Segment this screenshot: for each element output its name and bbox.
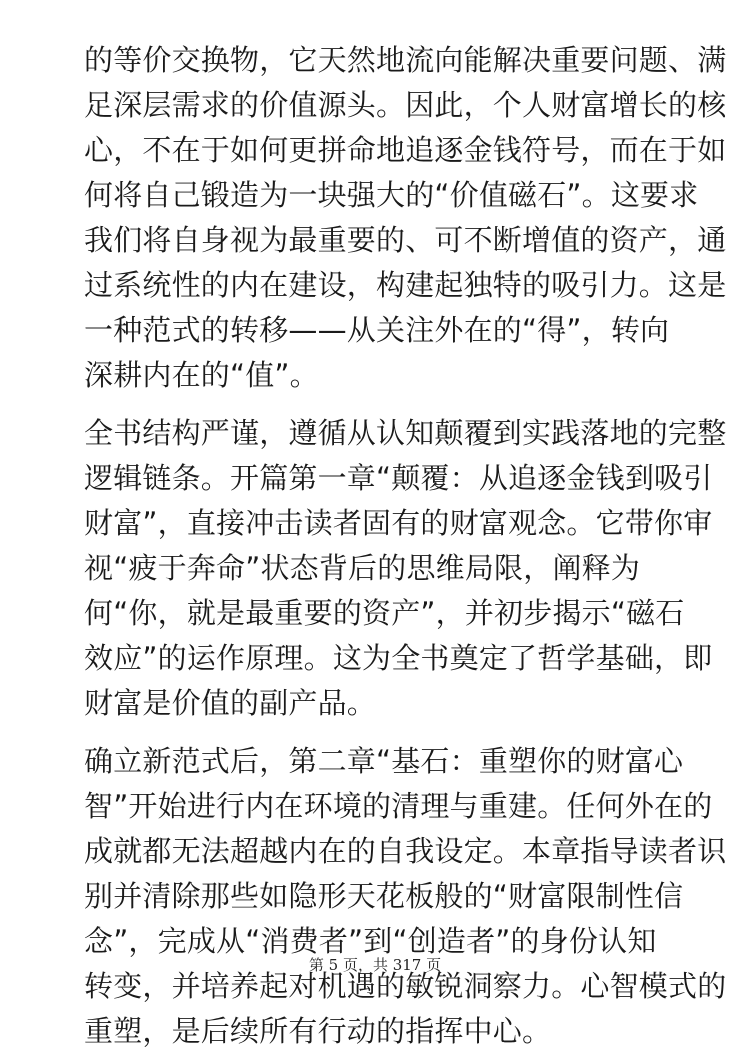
text-line: 重塑，是后续所有行动的指挥中心。 — [84, 1014, 552, 1048]
paragraph-gap — [84, 726, 674, 739]
text-line: 过系统性的内在建设，构建起独特的吸引力。这是 — [84, 268, 727, 302]
text-line: 转变，并培养起对机遇的敏锐洞察力。心智模式的 — [84, 969, 727, 1003]
text-line: 念”，完成从“消费者”到“创造者”的身份认知 — [84, 924, 657, 958]
document-body — [84, 38, 727, 1054]
text-line: 成就都无法超越内在的自我设定。本章指导读者识 — [84, 834, 727, 868]
paragraph-gap — [84, 398, 674, 411]
text-line: 深耕内在的“值”。 — [84, 358, 319, 392]
text-line: 确立新范式后，第二章“基石：重塑你的财富心 — [84, 744, 684, 778]
text-line: 全书结构严谨，遵循从认知颠覆到实践落地的完整 — [84, 416, 727, 450]
text-line: 逻辑链条。开篇第一章“颠覆：从追逐金钱到吸引 — [84, 461, 713, 495]
paragraph-1 — [84, 38, 727, 398]
text-line: 视“疲于奔命”状态背后的思维局限，阐释为 — [84, 551, 641, 585]
paragraph-3 — [84, 739, 727, 1054]
paragraph-2 — [84, 411, 727, 726]
text-line: 财富是价值的副产品。 — [84, 686, 377, 720]
text-line: 一种范式的转移——从关注外在的“得”，转向 — [84, 313, 670, 347]
text-line: 财富”，直接冲击读者固有的财富观念。它带你审 — [84, 506, 713, 540]
text-line: 足深层需求的价值源头。因此，个人财富增长的核 — [84, 88, 727, 122]
text-line: 心，不在于如何更拼命地追逐金钱符号，而在于如 — [84, 133, 727, 167]
text-line: 智”开始进行内在环境的清理与重建。任何外在的 — [84, 789, 713, 823]
text-line: 别并清除那些如隐形天花板般的“财富限制性信 — [84, 879, 684, 913]
text-line: 效应”的运作原理。这为全书奠定了哲学基础，即 — [84, 641, 713, 675]
text-line: 我们将自身视为最重要的、可不断增值的资产，通 — [84, 223, 727, 257]
page-number-footer: 第 5 页，共 317 页 — [308, 956, 442, 974]
text-line: 何“你，就是最重要的资产”，并初步揭示“磁石 — [84, 596, 685, 630]
text-line: 何将自己锻造为一块强大的“价值磁石”。这要求 — [84, 178, 699, 212]
text-line: 的等价交换物，它天然地流向能解决重要问题、满 — [84, 43, 727, 77]
